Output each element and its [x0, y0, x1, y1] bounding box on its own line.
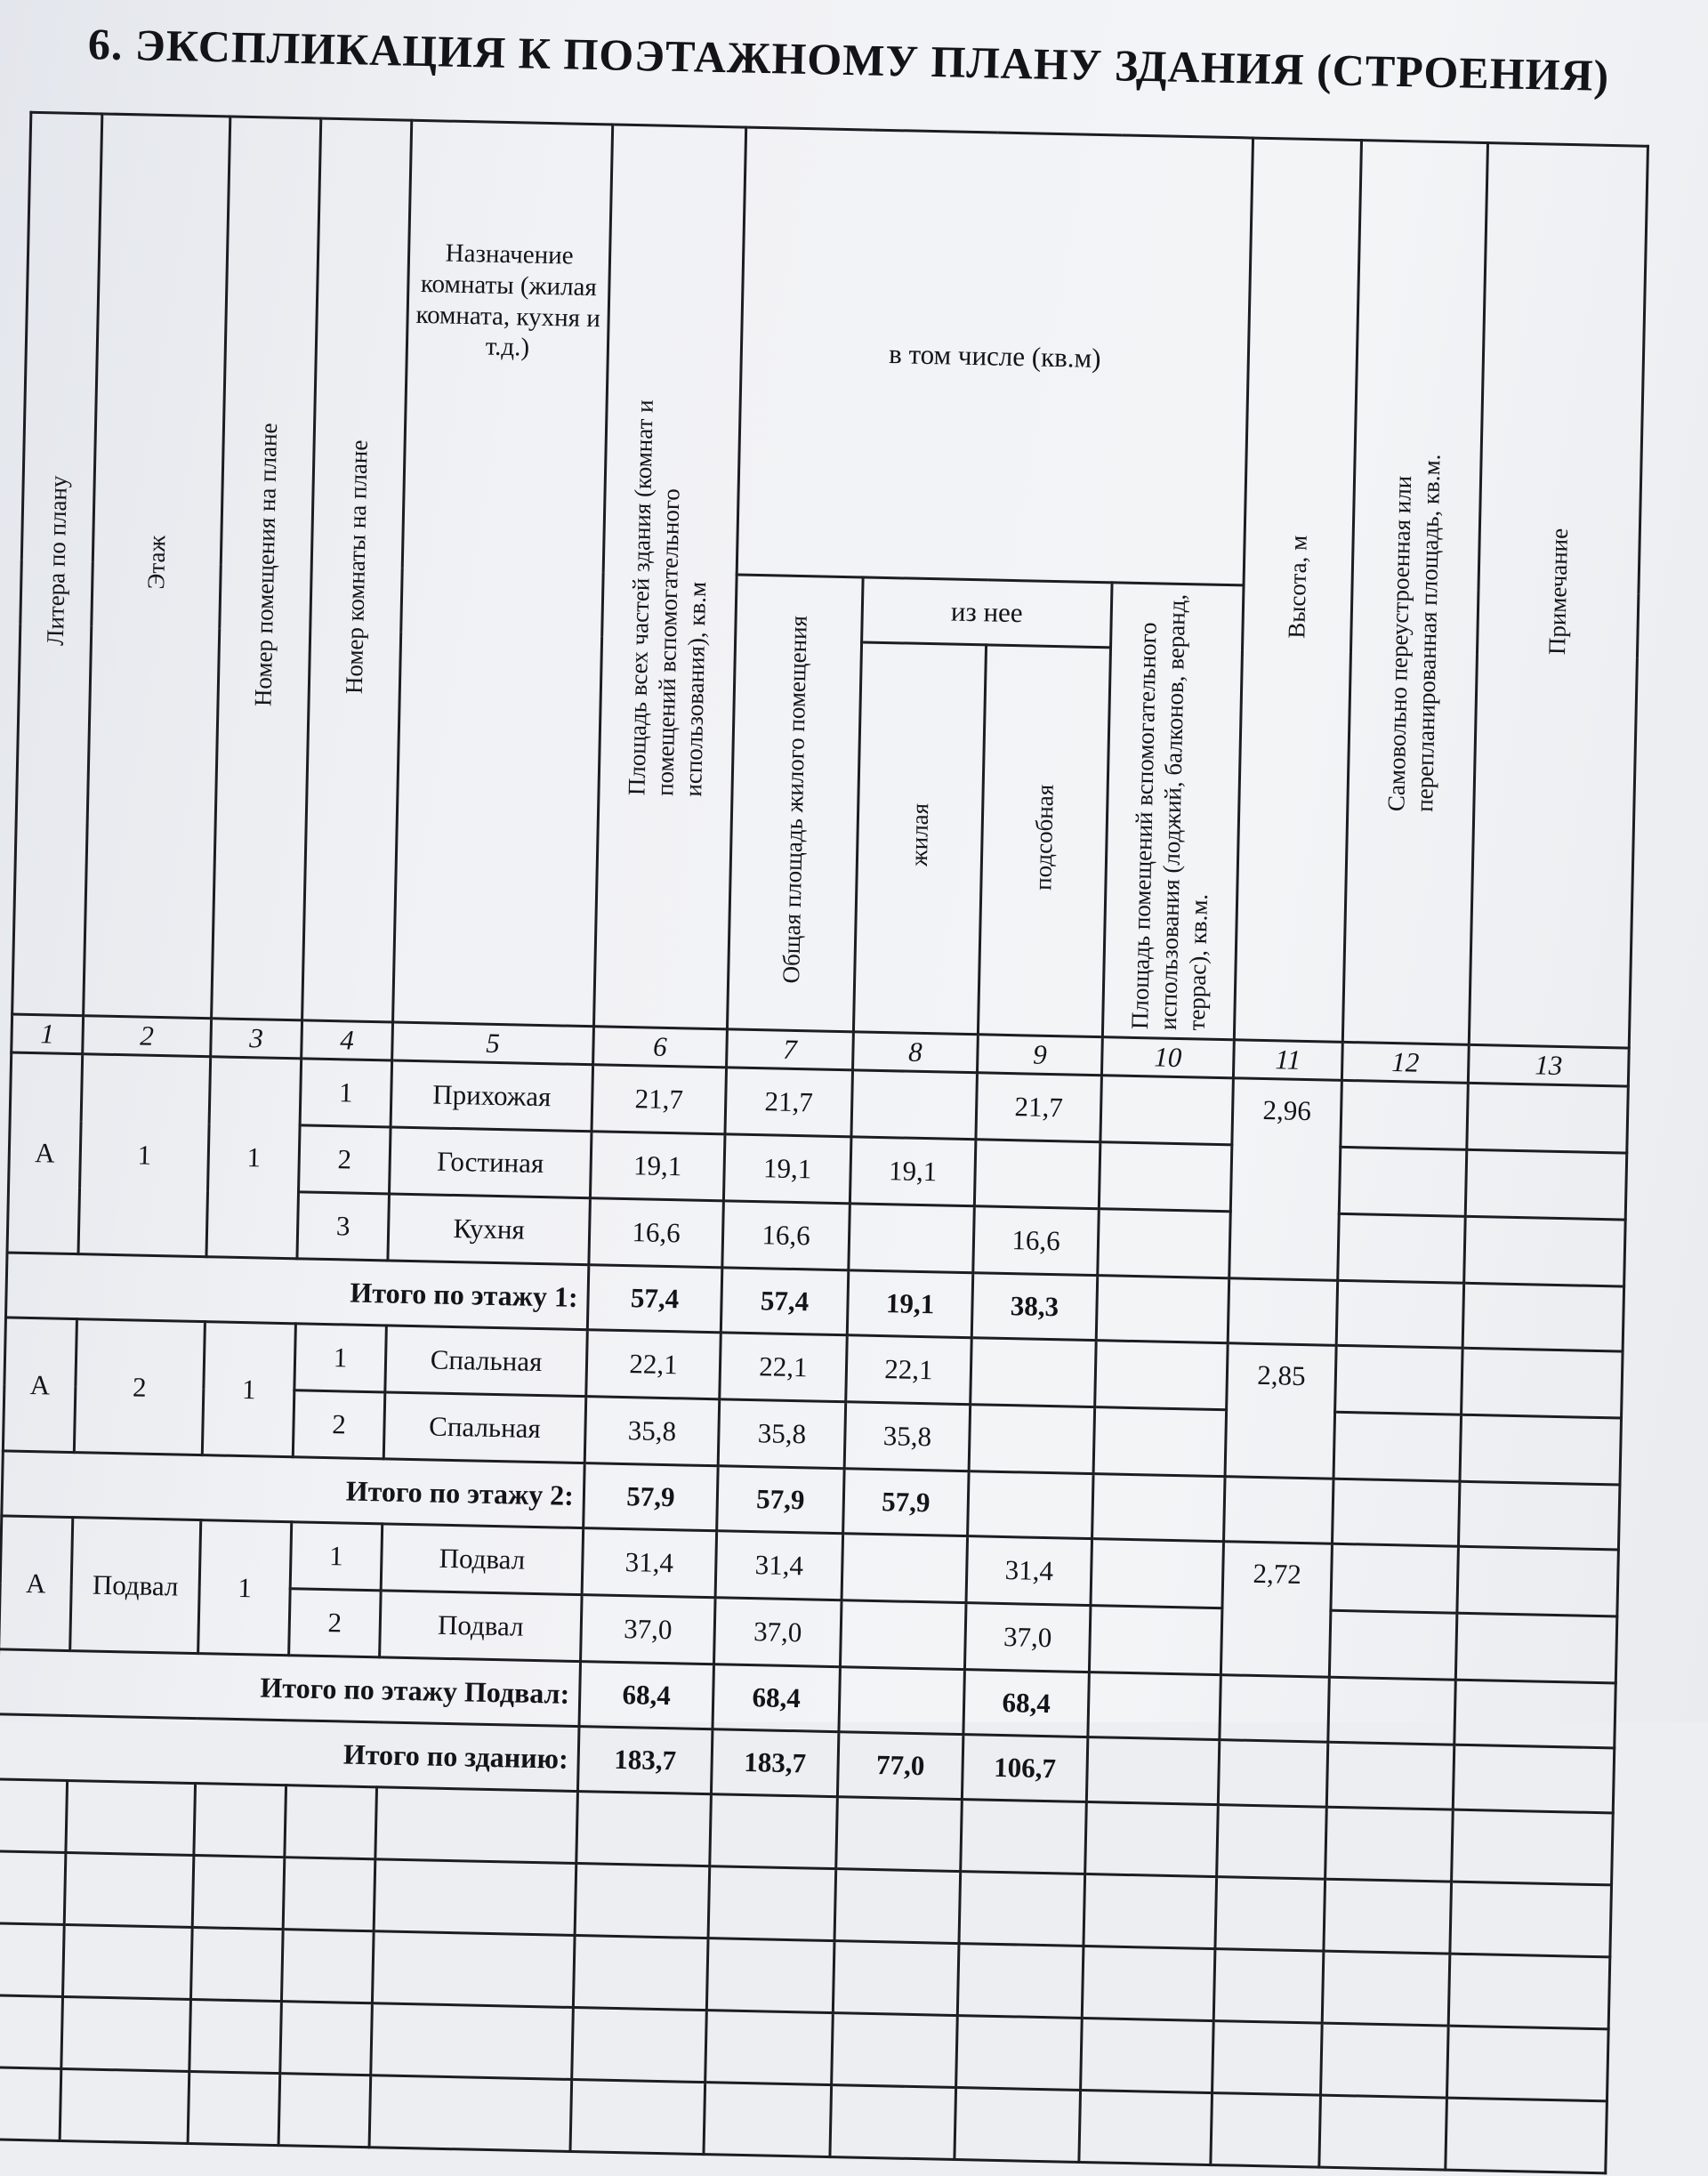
total-area-cell: 183,7 — [577, 1727, 712, 1794]
note-cell — [1455, 1613, 1617, 1683]
rebuilt-area-cell — [1326, 1742, 1454, 1809]
empty-cell — [1450, 1882, 1612, 1957]
empty-cell — [710, 1794, 838, 1869]
total-area-cell: 37,0 — [581, 1595, 716, 1664]
header-cell-9: подсобная — [978, 645, 1110, 1037]
living-area-cell — [851, 1070, 978, 1140]
empty-cell — [1215, 1877, 1325, 1952]
page-title: 6. ЭКСПЛИКАЦИЯ К ПОЭТАЖНОМУ ПЛАНУ ЗДАНИЯ (СТРОЕНИЯ) — [87, 19, 1610, 101]
empty-cell — [1446, 2098, 1607, 2173]
purpose-cell: Гостиная — [389, 1127, 592, 1198]
empty-cell — [0, 1995, 63, 2069]
living-area-cell — [839, 1667, 964, 1735]
empty-cell — [189, 1999, 282, 2073]
empty-cell — [283, 1858, 375, 1931]
living-premise-area-cell: 31,4 — [715, 1531, 843, 1600]
col-number: 11 — [1233, 1040, 1342, 1081]
empty-cell — [0, 1851, 66, 1925]
height-cell: 2,96 — [1229, 1078, 1342, 1281]
living-premise-area-cell: 35,8 — [718, 1399, 846, 1469]
empty-cell — [834, 1869, 961, 1944]
col-number: 10 — [1101, 1037, 1234, 1078]
total-label: Итого по этажу 1: — [5, 1253, 588, 1330]
height-cell — [1218, 1740, 1328, 1808]
empty-cell — [1082, 1946, 1215, 2020]
rebuilt-area-cell — [1329, 1610, 1457, 1680]
litera-cell: А — [7, 1052, 83, 1254]
empty-cell — [280, 2002, 373, 2075]
empty-cell — [1079, 2090, 1213, 2164]
empty-cell — [1325, 1807, 1454, 1882]
empty-cell — [830, 2085, 956, 2160]
living-area-cell — [840, 1600, 966, 1670]
empty-cell — [576, 1792, 712, 1866]
balcony-area-cell — [1095, 1341, 1229, 1410]
col-number: 4 — [302, 1020, 393, 1060]
total-label: Итого по этажу 2: — [2, 1451, 584, 1528]
aux-area-cell — [968, 1471, 1093, 1539]
empty-cell — [1217, 1805, 1327, 1880]
header-cell-10: Площадь помещений вспомогательного использования (лоджий, балконов, веранд, террас), кв.м. — [1102, 583, 1244, 1040]
balcony-area-cell — [1099, 1142, 1232, 1212]
empty-cell — [706, 1938, 834, 2013]
header-of-it: из нее — [862, 577, 1112, 648]
empty-cell — [285, 1785, 377, 1859]
empty-cell — [1211, 2093, 1321, 2168]
aux-area-cell: 38,3 — [971, 1273, 1097, 1341]
total-area-cell: 57,9 — [584, 1463, 718, 1531]
empty-cell — [188, 2071, 280, 2145]
room-number-cell: 3 — [297, 1192, 390, 1261]
room-number-cell: 1 — [294, 1324, 387, 1392]
col-number: 13 — [1468, 1044, 1629, 1086]
living-area-cell: 19,1 — [850, 1137, 976, 1206]
balcony-area-cell — [1089, 1606, 1222, 1675]
living-area-cell: 57,9 — [843, 1469, 969, 1536]
litera-cell: А — [0, 1516, 73, 1651]
col-number: 3 — [211, 1019, 302, 1059]
aux-area-cell: 21,7 — [976, 1073, 1102, 1142]
note-cell — [1462, 1348, 1623, 1418]
living-premise-area-cell: 57,4 — [721, 1268, 848, 1335]
note-cell — [1454, 1680, 1615, 1748]
header-cell-6: Площадь всех частей здания (комнат и помещений вспомогательного использования), кв.м — [593, 125, 745, 1029]
floor-cell: 2 — [74, 1319, 205, 1455]
aux-area-cell: 16,6 — [973, 1206, 1100, 1276]
premise-number-cell: 1 — [206, 1057, 302, 1259]
header-cell-13: Примечание — [1469, 143, 1648, 1049]
header-cell-1: Литера по плану — [12, 112, 102, 1015]
empty-cell — [0, 2067, 61, 2141]
col-number: 8 — [853, 1032, 979, 1073]
living-premise-area-cell: 37,0 — [713, 1598, 842, 1667]
empty-cell — [60, 2068, 189, 2143]
note-cell — [1467, 1083, 1629, 1153]
purpose-cell: Спальная — [383, 1392, 586, 1463]
total-area-cell: 31,4 — [582, 1528, 717, 1598]
total-area-cell: 21,7 — [592, 1065, 727, 1134]
header-cell-12: Самовольно переустроенная или перепланированная площадь, кв.м. — [1342, 141, 1487, 1045]
premise-number-cell: 1 — [202, 1322, 295, 1457]
empty-cell — [190, 1928, 283, 2002]
header-row — [21, 112, 1648, 593]
empty-cell — [0, 1779, 68, 1853]
floor-cell: Подвал — [70, 1518, 201, 1654]
room-number-cell: 2 — [289, 1589, 382, 1657]
total-area-cell: 57,4 — [587, 1265, 721, 1333]
living-premise-area-cell: 16,6 — [722, 1201, 850, 1270]
balcony-area-cell — [1093, 1407, 1227, 1477]
balcony-area-cell — [1086, 1737, 1219, 1805]
header-cell-5: Назначение комнаты (жилая комната, кухня и т.д.) — [393, 120, 613, 1027]
living-premise-area-cell: 183,7 — [711, 1729, 838, 1797]
empty-cell — [0, 1923, 64, 1997]
header-cell-2: Этаж — [84, 114, 230, 1019]
rebuilt-area-cell — [1332, 1479, 1459, 1546]
empty-cell — [1324, 1879, 1452, 1954]
empty-cell — [281, 1930, 374, 2003]
header-cell-4: Номер комнаты на плане — [302, 118, 412, 1022]
living-premise-area-cell: 68,4 — [713, 1664, 840, 1732]
empty-cell — [961, 1800, 1087, 1874]
room-number-cell: 2 — [293, 1390, 385, 1459]
header-incl: в том числе (кв.м) — [737, 127, 1253, 585]
empty-cell — [1084, 1874, 1217, 1949]
note-cell — [1465, 1149, 1627, 1220]
explication-table — [0, 111, 1649, 2175]
empty-cell — [63, 1924, 193, 1999]
note-cell — [1457, 1546, 1619, 1616]
floor-cell: 1 — [78, 1054, 211, 1257]
balcony-area-cell — [1100, 1076, 1234, 1145]
empty-cell — [957, 1944, 1084, 2019]
height-cell — [1228, 1278, 1338, 1346]
note-cell — [1462, 1283, 1623, 1351]
room-number-cell: 1 — [290, 1522, 383, 1591]
empty-cell — [704, 2083, 832, 2157]
total-area-cell: 22,1 — [586, 1330, 721, 1399]
height-cell: 2,72 — [1221, 1542, 1332, 1678]
empty-cell — [371, 2003, 574, 2080]
purpose-cell: Кухня — [388, 1194, 591, 1265]
purpose-cell: Спальная — [385, 1326, 588, 1397]
total-area-cell: 68,4 — [579, 1662, 713, 1729]
aux-area-cell: 37,0 — [964, 1603, 1091, 1672]
empty-cell — [372, 1931, 575, 2008]
premise-number-cell: 1 — [198, 1520, 292, 1656]
empty-cell — [573, 1936, 708, 2011]
living-area-cell: 35,8 — [844, 1402, 971, 1471]
living-premise-area-cell: 22,1 — [720, 1333, 848, 1402]
total-label: Итого по зданию: — [0, 1714, 579, 1792]
header-cell-7: Общая площадь жилого помещения — [727, 575, 863, 1032]
note-cell — [1458, 1481, 1619, 1550]
rebuilt-area-cell — [1328, 1677, 1455, 1745]
empty-cell — [192, 1856, 285, 1930]
total-area-cell: 16,6 — [589, 1198, 724, 1268]
total-label: Итого по этажу Подвал: — [0, 1649, 581, 1727]
balcony-area-cell — [1096, 1276, 1229, 1343]
empty-cell — [1322, 1951, 1450, 2026]
empty-cell — [64, 1853, 194, 1928]
balcony-area-cell — [1098, 1209, 1231, 1278]
total-area-cell: 19,1 — [590, 1132, 725, 1201]
rebuilt-area-cell — [1335, 1345, 1463, 1414]
empty-cell — [1213, 1949, 1324, 2024]
empty-cell — [1081, 2018, 1214, 2092]
living-area-cell — [842, 1534, 968, 1603]
empty-cell — [1213, 2021, 1323, 2096]
rebuilt-area-cell — [1339, 1147, 1467, 1216]
total-area-cell: 35,8 — [584, 1397, 720, 1466]
empty-cell — [575, 1864, 710, 1938]
room-number-cell: 2 — [299, 1125, 391, 1194]
empty-cell — [278, 2074, 371, 2148]
empty-cell — [1321, 2023, 1449, 2098]
height-cell — [1224, 1477, 1334, 1544]
empty-cell — [572, 2007, 707, 2082]
col-number: 5 — [392, 1022, 594, 1065]
note-cell — [1464, 1216, 1626, 1286]
living-area-cell — [849, 1204, 975, 1273]
empty-cell — [959, 1872, 1085, 1946]
header-cell-8: жилая — [853, 642, 986, 1035]
living-area-cell: 77,0 — [837, 1732, 963, 1800]
col-number: 2 — [83, 1016, 212, 1057]
height-cell — [1220, 1675, 1330, 1743]
aux-area-cell — [969, 1405, 1095, 1474]
height-cell: 2,85 — [1225, 1343, 1336, 1479]
empty-cell — [955, 2088, 1081, 2163]
empty-cell — [836, 1797, 963, 1872]
balcony-area-cell — [1092, 1474, 1225, 1542]
purpose-cell: Прихожая — [391, 1060, 593, 1132]
empty-cell — [1085, 1802, 1219, 1877]
rebuilt-area-cell — [1341, 1080, 1469, 1149]
living-premise-area-cell: 57,9 — [717, 1466, 844, 1534]
empty-cell — [1448, 1954, 1610, 2029]
rebuilt-area-cell — [1338, 1213, 1466, 1283]
empty-cell — [832, 2013, 958, 2088]
living-premise-area-cell: 21,7 — [725, 1068, 853, 1137]
empty-cell — [369, 2075, 572, 2152]
empty-cell — [956, 2016, 1083, 2091]
living-area-cell: 22,1 — [846, 1335, 972, 1405]
col-number: 1 — [12, 1014, 84, 1054]
empty-cell — [1319, 2095, 1447, 2170]
empty-cell — [66, 1781, 196, 1856]
rebuilt-area-cell — [1336, 1280, 1463, 1348]
living-premise-area-cell: 19,1 — [723, 1134, 851, 1204]
living-area-cell: 19,1 — [847, 1270, 972, 1338]
empty-cell — [1452, 1809, 1614, 1885]
empty-cell — [375, 1787, 578, 1864]
col-number: 9 — [977, 1035, 1102, 1076]
empty-cell — [194, 1784, 286, 1858]
note-cell — [1460, 1414, 1622, 1485]
purpose-cell: Подвал — [380, 1591, 583, 1662]
col-number: 6 — [593, 1027, 728, 1068]
aux-area-cell: 31,4 — [966, 1536, 1092, 1606]
aux-area-cell: 68,4 — [963, 1670, 1089, 1737]
header-cell-3: Номер помещения на плане — [212, 117, 321, 1020]
empty-cell — [570, 2079, 705, 2154]
rebuilt-area-cell — [1331, 1543, 1459, 1613]
balcony-area-cell — [1091, 1539, 1224, 1608]
empty-cell — [705, 2011, 834, 2085]
aux-area-cell: 106,7 — [962, 1735, 1087, 1802]
rebuilt-area-cell — [1333, 1412, 1462, 1481]
note-cell — [1453, 1745, 1614, 1813]
purpose-cell: Подвал — [381, 1524, 584, 1595]
col-number: 7 — [727, 1029, 854, 1070]
litera-cell: А — [3, 1318, 77, 1453]
room-number-cell: 1 — [300, 1059, 392, 1127]
empty-cell — [708, 1866, 836, 1941]
col-number: 12 — [1341, 1042, 1469, 1083]
empty-cell — [833, 1941, 959, 2016]
empty-cell — [1446, 2026, 1608, 2101]
balcony-area-cell — [1088, 1672, 1221, 1740]
header-cell-11: Высота, м — [1234, 138, 1361, 1042]
empty-cell — [374, 1859, 576, 1936]
aux-area-cell — [971, 1338, 1097, 1407]
empty-cell — [61, 1996, 191, 2071]
aux-area-cell — [974, 1140, 1100, 1209]
